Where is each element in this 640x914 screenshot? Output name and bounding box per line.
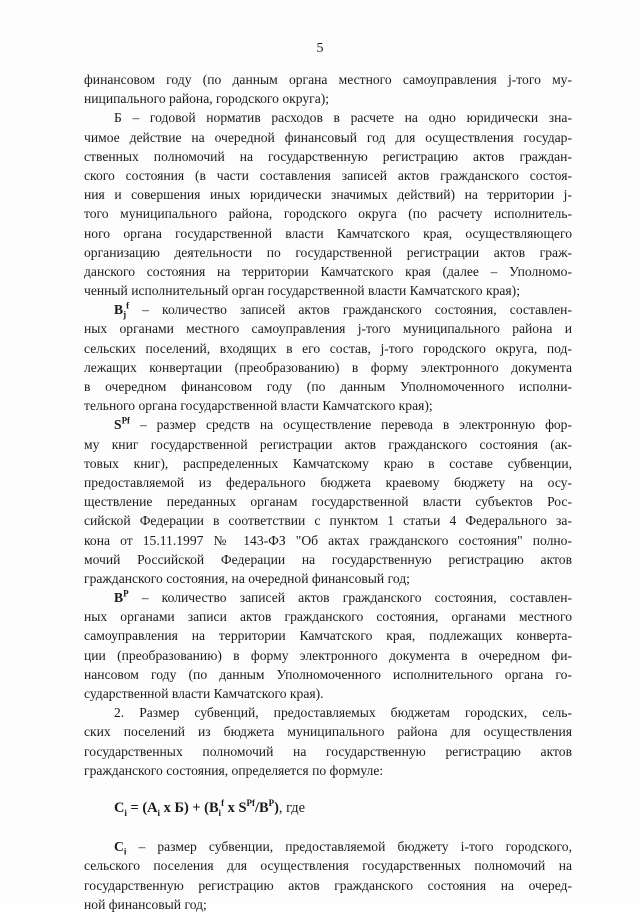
text-line: ного органа государственной власти Камчатского края, осуществляющего: [84, 225, 572, 241]
text-line: товых книг), распределенных Камчатскому краю в составе субвенции,: [84, 455, 572, 471]
text-line: гражданского состояния, на очередной финансовый год;: [84, 570, 410, 586]
text-line: сельского поселения для осуществления государственных полномочий на: [84, 858, 572, 874]
text-line: нансовом году (по данным Уполномоченного исполнительного органа го-: [84, 666, 572, 682]
text-line: самоуправления на территории Камчатского края, подлежащих конверта-: [84, 628, 572, 644]
text-line: ственных полномочий на государственную регистрацию актов граждан-: [84, 148, 572, 164]
text-line: ной финансовый год;: [84, 896, 207, 912]
text-line: ченный исполнительный орган государственной власти Камчатского края);: [84, 283, 520, 299]
text-line: ниципального района, городского округа);: [84, 91, 330, 107]
text-line: того муниципального района, городского округа (по расчету исполнитель-: [84, 206, 572, 222]
text-line-c: $С_i$ – размер субвенции, предоставляемой бюджету i-того городского,: [114, 839, 572, 857]
symbol-s: $S^{Pf}$: [114, 415, 131, 433]
text-line: финансовом году (по данным органа местного самоуправления j-того му-: [84, 72, 572, 87]
text-line-bj: $В_j^f$ – количество записей актов гражданского состояния, составлен-: [114, 300, 572, 320]
symbol-c: $С_i$: [114, 839, 127, 857]
symbol-bj: $В_j^f$: [114, 300, 130, 320]
text-line: в очередном финансовом году (по данным Уполномоченного исполни-: [84, 379, 572, 394]
text-line: кона от 15.11.1997 № 143-ФЗ "Об актах гражданского состояния" полно-: [84, 532, 572, 548]
text-line: ния и совершения иных юридически значимых действий) на территории j-: [84, 187, 572, 203]
page-number: 5: [316, 41, 324, 56]
text-line: государственную регистрацию актов гражданского состояния на очеред-: [84, 877, 572, 893]
text-line: организацию деятельности по государственной регистрации актов граж-: [84, 244, 572, 260]
text-line: сийской Федерации в соответствии с пунктом 1 статьи 4 Федерального за-: [84, 513, 572, 529]
text-line: ции (преобразованию) в форму электронного документа в очередном фи-: [84, 647, 572, 663]
text-line: мочий Российской Федерации на государственную регистрацию актов: [84, 551, 572, 567]
text-line: сельских поселений, входящих в его состав, j-того городского округа, под-: [84, 340, 572, 356]
text-line-s: $S^{Pf}$ – размер средств на осуществление перевода в электронную фор-: [114, 415, 572, 433]
text-line: Б – годовой норматив расходов в расчете на одно юридически зна-: [114, 110, 572, 126]
text-line: чимое действие на очередной финансовый год для осуществления государ-: [84, 129, 572, 145]
text-line: 2. Размер субвенций, предоставляемых бюджетам городских, сель-: [114, 705, 572, 721]
text-line: ных органами записи актов гражданского состояния, органами местного: [84, 609, 572, 625]
text-line: сударственной власти Камчатского края).: [84, 686, 324, 701]
text-line: предоставляемой из федерального бюджета краевому бюджету на осу-: [84, 474, 572, 490]
text-line: му книг государственной регистрации актов гражданского состояния (ак-: [84, 436, 572, 452]
text-line: ского состояния (в части составления записей актов гражданского состоя-: [84, 167, 572, 183]
symbol-b: $В^P$: [114, 588, 129, 606]
text-line: лежащих конвертации (преобразованию) в форму электронного документа: [84, 359, 572, 375]
body-text: [84, 70, 572, 914]
text-line-b: $В^P$ – количество записей актов гражданского состояния, составлен-: [114, 588, 572, 606]
text-line: ских поселений из бюджета муниципального района для осуществления: [84, 724, 572, 740]
text-line: гражданского состояния, определяется по формуле:: [84, 762, 384, 778]
text-line: государственных полномочий на государственную регистрацию актов: [84, 743, 572, 759]
formula: $С_i = (А_i$ х $Б) + (В_i^f$ х $S^{Pf}/В^P$), где: [114, 798, 305, 818]
text-line: тельного органа государственной власти Камчатского края);: [84, 398, 433, 414]
text-line: данского состояния на территории Камчатского края (далее – Уполномо-: [84, 263, 572, 279]
text-line: ных органами местного самоуправления j-того муниципального района и: [84, 321, 572, 337]
text-line: ществление переданных органам государственной власти субъектов Рос-: [84, 494, 572, 510]
